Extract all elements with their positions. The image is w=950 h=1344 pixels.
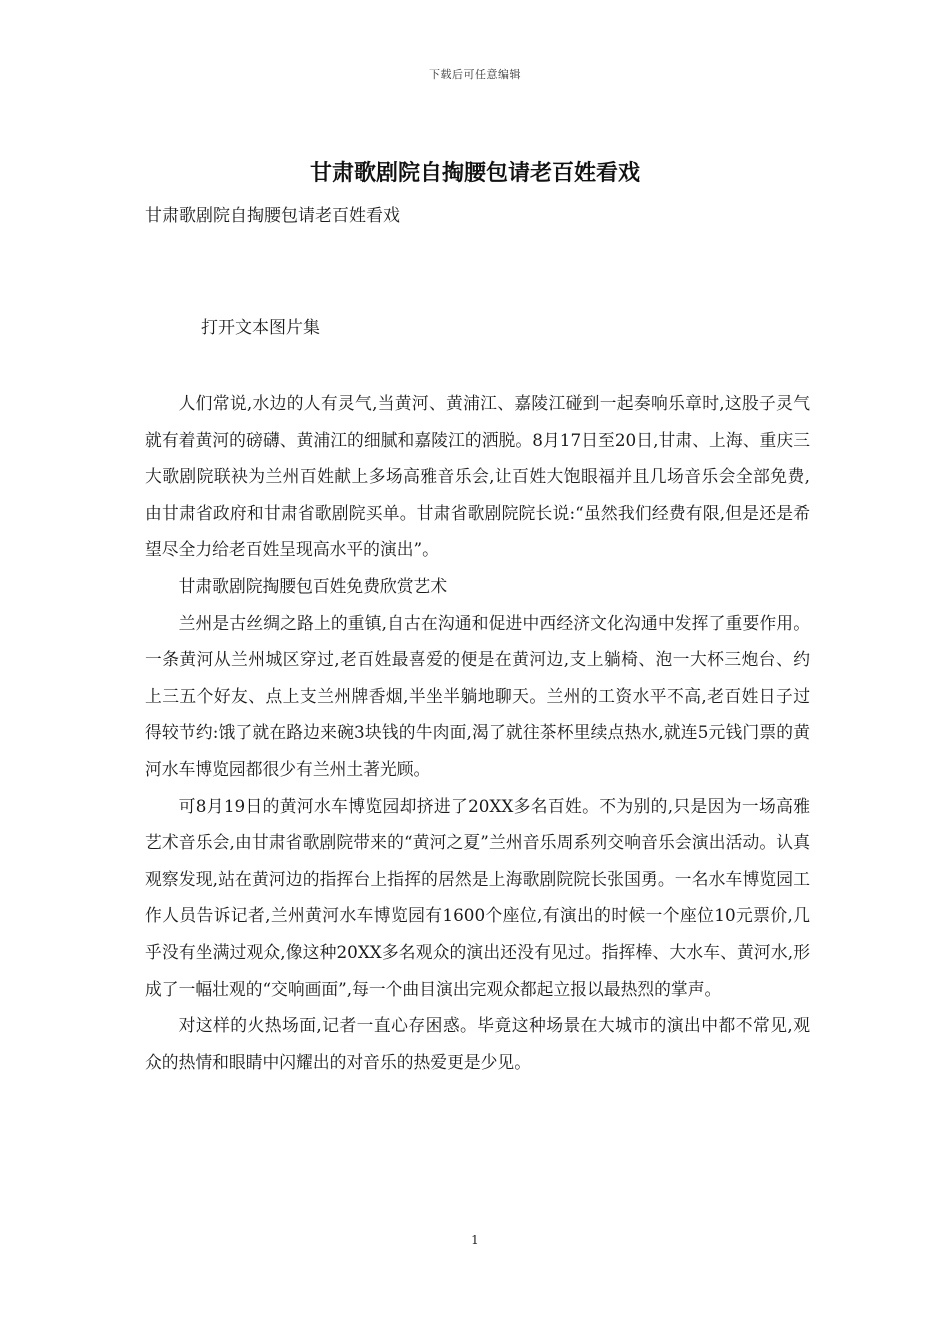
section-heading: 甘肃歌剧院掏腰包百姓免费欣赏艺术	[178, 575, 448, 596]
document-title: 甘肃歌剧院自掏腰包请老百姓看戏	[309, 160, 640, 186]
paragraph: 对这样的火热场面,记者一直心存困惑。毕竟这种场景在大城市的演出中都不常见,观众的热情和眼睛中闪耀出的对音乐的热爱更是少见。	[145, 1015, 810, 1072]
paragraph: 兰州是古丝绸之路上的重镇,自古在沟通和促进中西经济文化沟通中发挥了重要作用。一条黄河从兰州城区穿过,老百姓最喜爱的便是在黄河边,支上躺椅、泡一大杯三炮台、约上三五个好友、点上支兰州牌香烟,半坐半躺地聊天。兰州的工资水平不高,老百姓日子过得较节约:饿了就在路边来碗3块钱的牛肉面,渴了就往茶杯里续点热水,就连5元钱门票的黄河水车博览园都很少有兰州土著光顾。	[145, 612, 810, 779]
open-image-gallery-link[interactable]: 打开文本图片集	[201, 318, 320, 338]
article-body	[145, 385, 810, 1080]
paragraph: 可8月19日的黄河水车博览园却挤进了20XX多名百姓。不为别的,只是因为一场高雅艺术音乐会,由甘肃省歌剧院带来的“黄河之夏”兰州音乐周系列交响音乐会演出活动。认真观察发现,站在黄河边的指挥台上指挥的居然是上海歌剧院院长张国勇。一名水车博览园工作人员告诉记者,兰州黄河水车博览园有1600个座位,有演出的时候一个座位10元票价,几乎没有坐满过观众,像这种20XX多名观众的演出还没有见过。指挥棒、大水车、黄河水,形成了一幅壮观的“交响画面”,每一个曲目演出完观众都起立报以最热烈的掌声。	[145, 795, 810, 999]
page-number: 1	[471, 1233, 479, 1247]
paragraph: 人们常说,水边的人有灵气,当黄河、黄浦江、嘉陵江碰到一起奏响乐章时,这股子灵气就有着黄河的磅礴、黄浦江的细腻和嘉陵江的洒脱。8月17日至20日,甘肃、上海、重庆三大歌剧院联袂为兰州百姓献上多场高雅音乐会,让百姓大饱眼福并且几场音乐会全部免费,由甘肃省政府和甘肃省歌剧院买单。甘肃省歌剧院院长说:“虽然我们经费有限,但是还是希望尽全力给老百姓呈现高水平的演出”。	[145, 393, 810, 560]
header-note: 下载后可任意编辑	[429, 68, 521, 81]
document-subtitle: 甘肃歌剧院自掏腰包请老百姓看戏	[145, 206, 400, 226]
